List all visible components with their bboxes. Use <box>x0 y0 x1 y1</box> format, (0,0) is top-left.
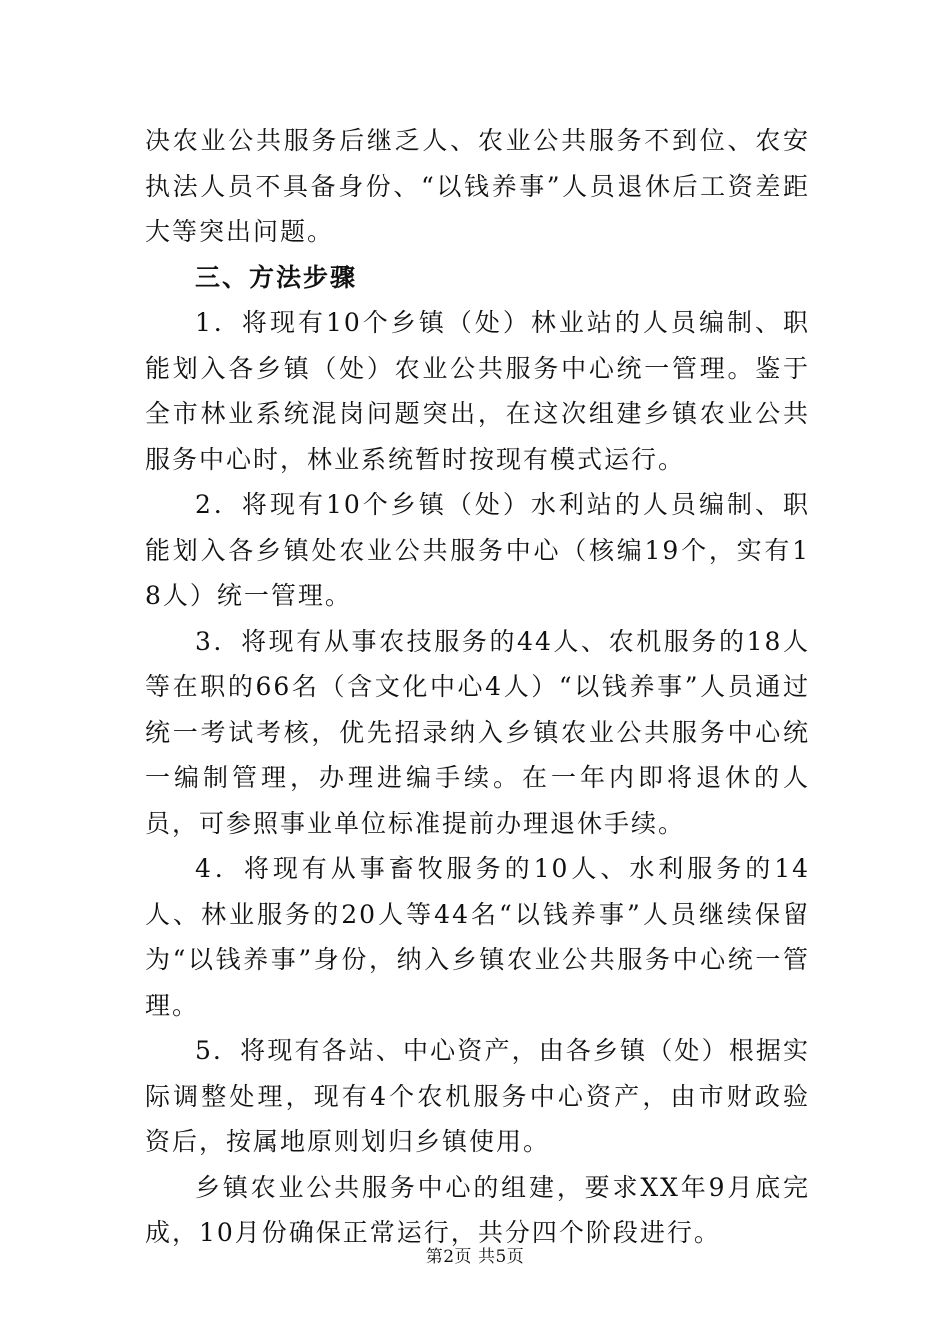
paragraph-step-5: 5．将现有各站、中心资产，由各乡镇（处）根据实际调整处理，现有4个农机服务中心资产，由市财政验资后，按属地原则划归乡镇使用。 <box>145 1036 810 1156</box>
paragraph-schedule: 乡镇农业公共服务中心的组建，要求XX年9月底完成，10月份确保正常运行，共分四个阶段进行。 <box>145 1172 810 1247</box>
paragraph-step-2: 2．将现有10个乡镇（处）水利站的人员编制、职能划入各乡镇处农业公共服务中心（核编19个，实有18人）统一管理。 <box>145 490 810 610</box>
paragraph-step-1: 1．将现有10个乡镇（处）林业站的人员编制、职能划入各乡镇（处）农业公共服务中心统一管理。鉴于全市林业系统混岗问题突出，在这次组建乡镇农业公共服务中心时，林业系统暂时按现有模式运行。 <box>145 308 810 474</box>
document-body <box>145 118 810 1256</box>
section-heading: 三、方法步骤 <box>195 262 358 292</box>
paragraph-step-3: 3．将现有从事农技服务的44人、农机服务的18人等在职的66名（含文化中心4人）“以钱养事”人员通过统一考试考核，优先招录纳入乡镇农业公共服务中心统一编制管理，办理进编手续。在一年内即将退休的人员，可参照事业单位标准提前办理退休手续。 <box>145 626 810 838</box>
paragraph-continued: 决农业公共服务后继乏人、农业公共服务不到位、农安执法人员不具备身份、“以钱养事”人员退休后工资差距大等突出问题。 <box>145 126 810 246</box>
page-number-footer: 第2页 共5页 <box>425 1247 525 1267</box>
paragraph-step-4: 4．将现有从事畜牧服务的10人、水利服务的14人、林业服务的20人等44名“以钱养事”人员继续保留为“以钱养事”身份，纳入乡镇农业公共服务中心统一管理。 <box>145 854 810 1020</box>
